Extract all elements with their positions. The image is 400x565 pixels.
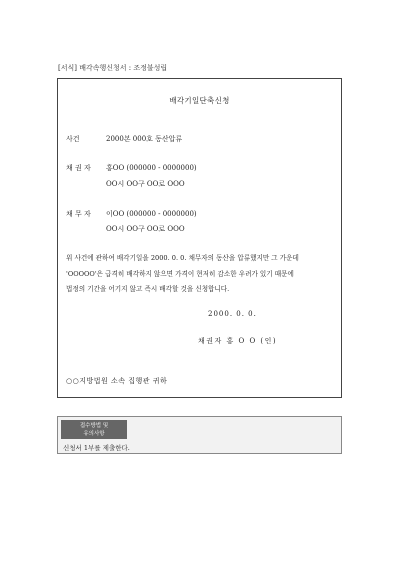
notes-tab-line: 유의사항 <box>83 431 105 437</box>
notes-tab-label <box>61 420 127 439</box>
body-line: 위 사건에 관하여 배각기일을 2000. 0. 0. 채무자의 동산을 압류했지만 그 가운데 <box>66 254 299 262</box>
creditor-address-line: OO시 OO구 OO로 OOO <box>106 180 185 188</box>
application-body <box>66 251 338 298</box>
form-header: [서식] 배각속행신청서 : 조정불성립 <box>58 64 168 72</box>
applicant-signature-line: 채권자 홍 O O (인) <box>198 337 278 345</box>
body-line: 법정의 기간을 어기지 않고 즉시 배각할 것을 신청합니다. <box>66 285 230 293</box>
debtor-label: 채 무 자 <box>66 210 91 218</box>
creditor-name-line: 홍OO (000000 - 0000000) <box>106 164 197 172</box>
body-line: 'OOOOO'은 급격히 배각하지 않으면 가격이 현저히 감소한 우려가 있기 때문에 <box>66 269 294 278</box>
application-document <box>57 78 342 398</box>
notes-text: 신청서 1부를 제출한다. <box>63 444 130 452</box>
submission-notes <box>57 416 342 454</box>
debtor-address-line: OO시 OO구 OO로 OOO <box>106 225 185 233</box>
creditor-label: 채 권 자 <box>66 164 91 172</box>
debtor-name-line: 이OO (000000 - 0000000) <box>106 210 197 218</box>
court-addressee: ○○지방법원 소속 집행관 귀하 <box>66 377 168 385</box>
document-title: 배각기일단축신청 <box>169 96 230 105</box>
case-value: 2000본 000호 동산압류 <box>106 135 183 143</box>
case-label: 사건 <box>66 135 80 143</box>
application-date: 2000. 0. 0. <box>208 310 257 318</box>
notes-tab-line: 접수방법 및 <box>79 423 109 429</box>
